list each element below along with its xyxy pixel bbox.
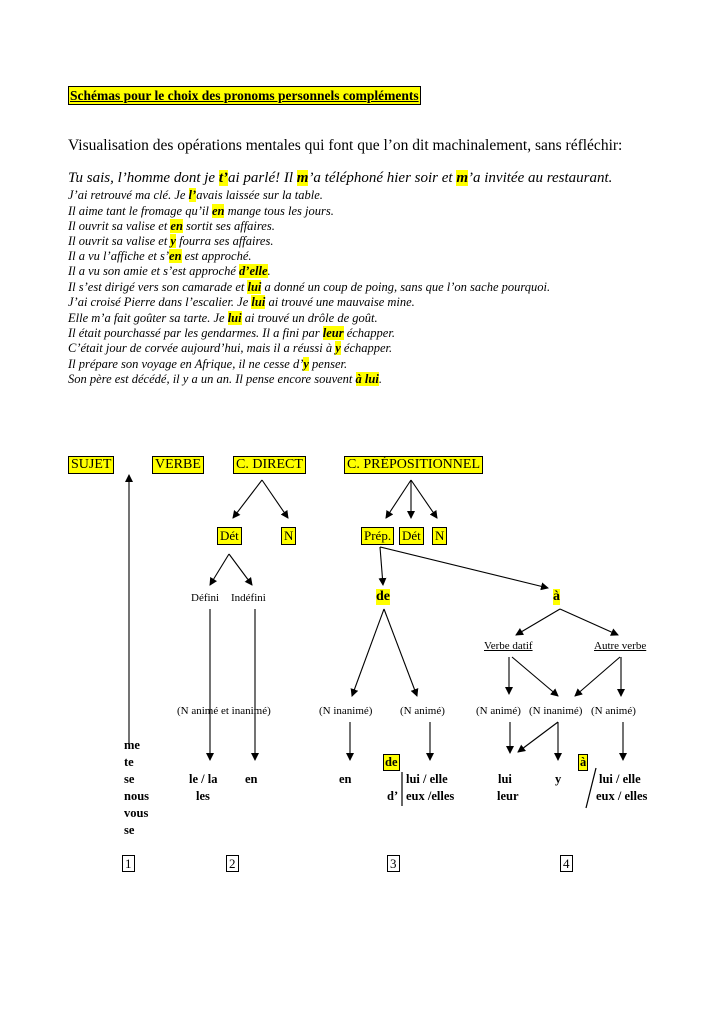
highlighted-pronoun: en (169, 249, 182, 263)
pronoun-leur: leur (497, 789, 519, 803)
column-number-3: 3 (387, 855, 400, 872)
sentence-text: échapper. (343, 326, 395, 340)
prep-box: Prép. (361, 527, 394, 545)
highlighted-pronoun: à lui (355, 372, 379, 386)
label-autre-verbe: Autre verbe (594, 640, 647, 652)
sentence-text: Son père est décédé, il y a un an. Il pense encore souvent (68, 372, 356, 386)
highlighted-pronoun: d’elle (239, 264, 268, 278)
n-box-2: N (432, 527, 447, 545)
pronoun-lui-elle-2: lui / elle (599, 772, 641, 786)
column-number-4: 4 (560, 855, 573, 872)
sentence-text: ai trouvé un drôle de goût. (241, 311, 378, 325)
pronoun-vous: vous (124, 806, 149, 820)
n-box: N (281, 527, 296, 545)
intro-text: Visualisation des opérations mentales qui font que l’on dit machinalement, sans réfléchir: (68, 137, 623, 154)
highlighted-pronoun: l’ (188, 188, 197, 202)
de-box: de (376, 589, 390, 604)
highlighted-pronoun: y (170, 234, 176, 248)
sentence-text: Il aime tant le fromage qu’il (68, 204, 212, 218)
pronoun-d: d’ (387, 789, 399, 803)
pronoun-les: les (196, 789, 210, 803)
header-c-prepositionnel: C. PRÉPOSITIONNEL (344, 456, 483, 474)
sentence-text: J’ai retrouvé ma clé. Je (68, 188, 189, 202)
pronoun-lui: lui (498, 772, 512, 786)
pronoun-se-2: se (124, 823, 135, 837)
pronoun-en-2: en (339, 772, 352, 786)
header-verbe: VERBE (152, 456, 204, 474)
sentence-text: avais laissée sur la table. (196, 188, 323, 202)
pronoun-y: y (555, 772, 562, 786)
de-final-box: de (385, 755, 398, 769)
highlighted-pronoun: y (335, 341, 341, 355)
highlighted-pronoun: lui (227, 311, 242, 325)
pronoun-en-1: en (245, 772, 258, 786)
sentence-text: ai parlé! Il (228, 170, 297, 186)
sentence-text: penser. (308, 357, 348, 371)
sentence-text: Il ouvrit sa valise et (68, 219, 171, 233)
pronoun-eux-elles-2: eux / elles (596, 789, 648, 803)
pronoun-me: me (124, 738, 140, 752)
label-verbe-datif: Verbe datif (484, 640, 533, 652)
sentence-text: Il prépare son voyage en Afrique, il ne cesse d’ (68, 357, 304, 371)
sentence-text: mange tous les jours. (224, 204, 334, 218)
sentence-text: a donné un coup de poing, sans que l’on sache pourquoi. (261, 280, 551, 294)
pronoun-le-la: le / la (189, 772, 218, 786)
det-box: Dét (217, 527, 242, 545)
sentence-text: Tu sais, l’homme dont je (68, 170, 219, 186)
highlighted-pronoun: lui (251, 295, 266, 309)
label-n-inanime-2: (N inanimé) (529, 705, 583, 717)
label-indefini: Indéfini (231, 592, 266, 604)
highlighted-pronoun: leur (322, 326, 344, 340)
pronoun-nous: nous (124, 789, 150, 803)
sentence-text: ’a invitée au restaurant. (468, 170, 613, 186)
sentence-text: Il s’est dirigé vers son camarade et (68, 280, 248, 294)
label-n-anime-1: (N animé) (400, 705, 445, 717)
label-n-inanime-1: (N inanimé) (319, 705, 373, 717)
sentence-text: échapper. (340, 341, 393, 355)
highlighted-pronoun: lui (247, 280, 262, 294)
a-final-box: à (580, 755, 587, 769)
a-box: à (553, 589, 560, 604)
sentence-text: fourra ses affaires. (175, 234, 274, 248)
sentence-text: ’a téléphoné hier soir et (308, 170, 457, 186)
sentence-text: Il a vu son amie et s’est approché (68, 264, 240, 278)
column-number-1: 1 (122, 855, 135, 872)
header-sujet: SUJET (68, 456, 114, 474)
sentence-text: Elle m’a fait goûter sa tarte. Je (68, 311, 228, 325)
sentence-text: J’ai croisé Pierre dans l’escalier. Je (68, 295, 252, 309)
label-n-anime-2: (N animé) (476, 705, 521, 717)
sentence-text: C’était jour de corvée aujourd’hui, mais il a réussi à (68, 341, 336, 355)
sentence-text: . (378, 372, 382, 386)
column-number-2: 2 (226, 855, 239, 872)
det-box-2: Dét (399, 527, 424, 545)
label-defini: Défini (191, 592, 220, 604)
sentence-text: . (267, 264, 271, 278)
highlighted-pronoun: y (303, 357, 309, 371)
highlighted-pronoun: t’ (218, 170, 229, 186)
page-title: Schémas pour le choix des pronoms personnels compléments (70, 88, 419, 103)
pronoun-te: te (124, 755, 134, 769)
sentence-text: Il était pourchassé par les gendarmes. Il a fini par (68, 326, 323, 340)
highlighted-pronoun: m (456, 170, 468, 186)
pronoun-se: se (124, 772, 135, 786)
header-c-direct: C. DIRECT (233, 456, 306, 474)
sentence-text: ai trouvé une mauvaise mine. (265, 295, 415, 309)
label-n-anime-inanime: (N animé et inanimé) (177, 705, 271, 717)
sentence-text: sortit ses affaires. (182, 219, 275, 233)
pronoun-lui-elle: lui / elle (406, 772, 448, 786)
label-n-anime-3: (N animé) (591, 705, 636, 717)
highlighted-pronoun: en (211, 204, 225, 218)
pronoun-eux-elles: eux /elles (406, 789, 455, 803)
sentence-text: est approché. (181, 249, 252, 263)
highlighted-pronoun: m (296, 170, 309, 186)
highlighted-pronoun: en (170, 219, 183, 233)
sentence-text: Il a vu l’affiche et s’ (68, 249, 170, 263)
sentence-text: Il ouvrit sa valise et (68, 234, 171, 248)
